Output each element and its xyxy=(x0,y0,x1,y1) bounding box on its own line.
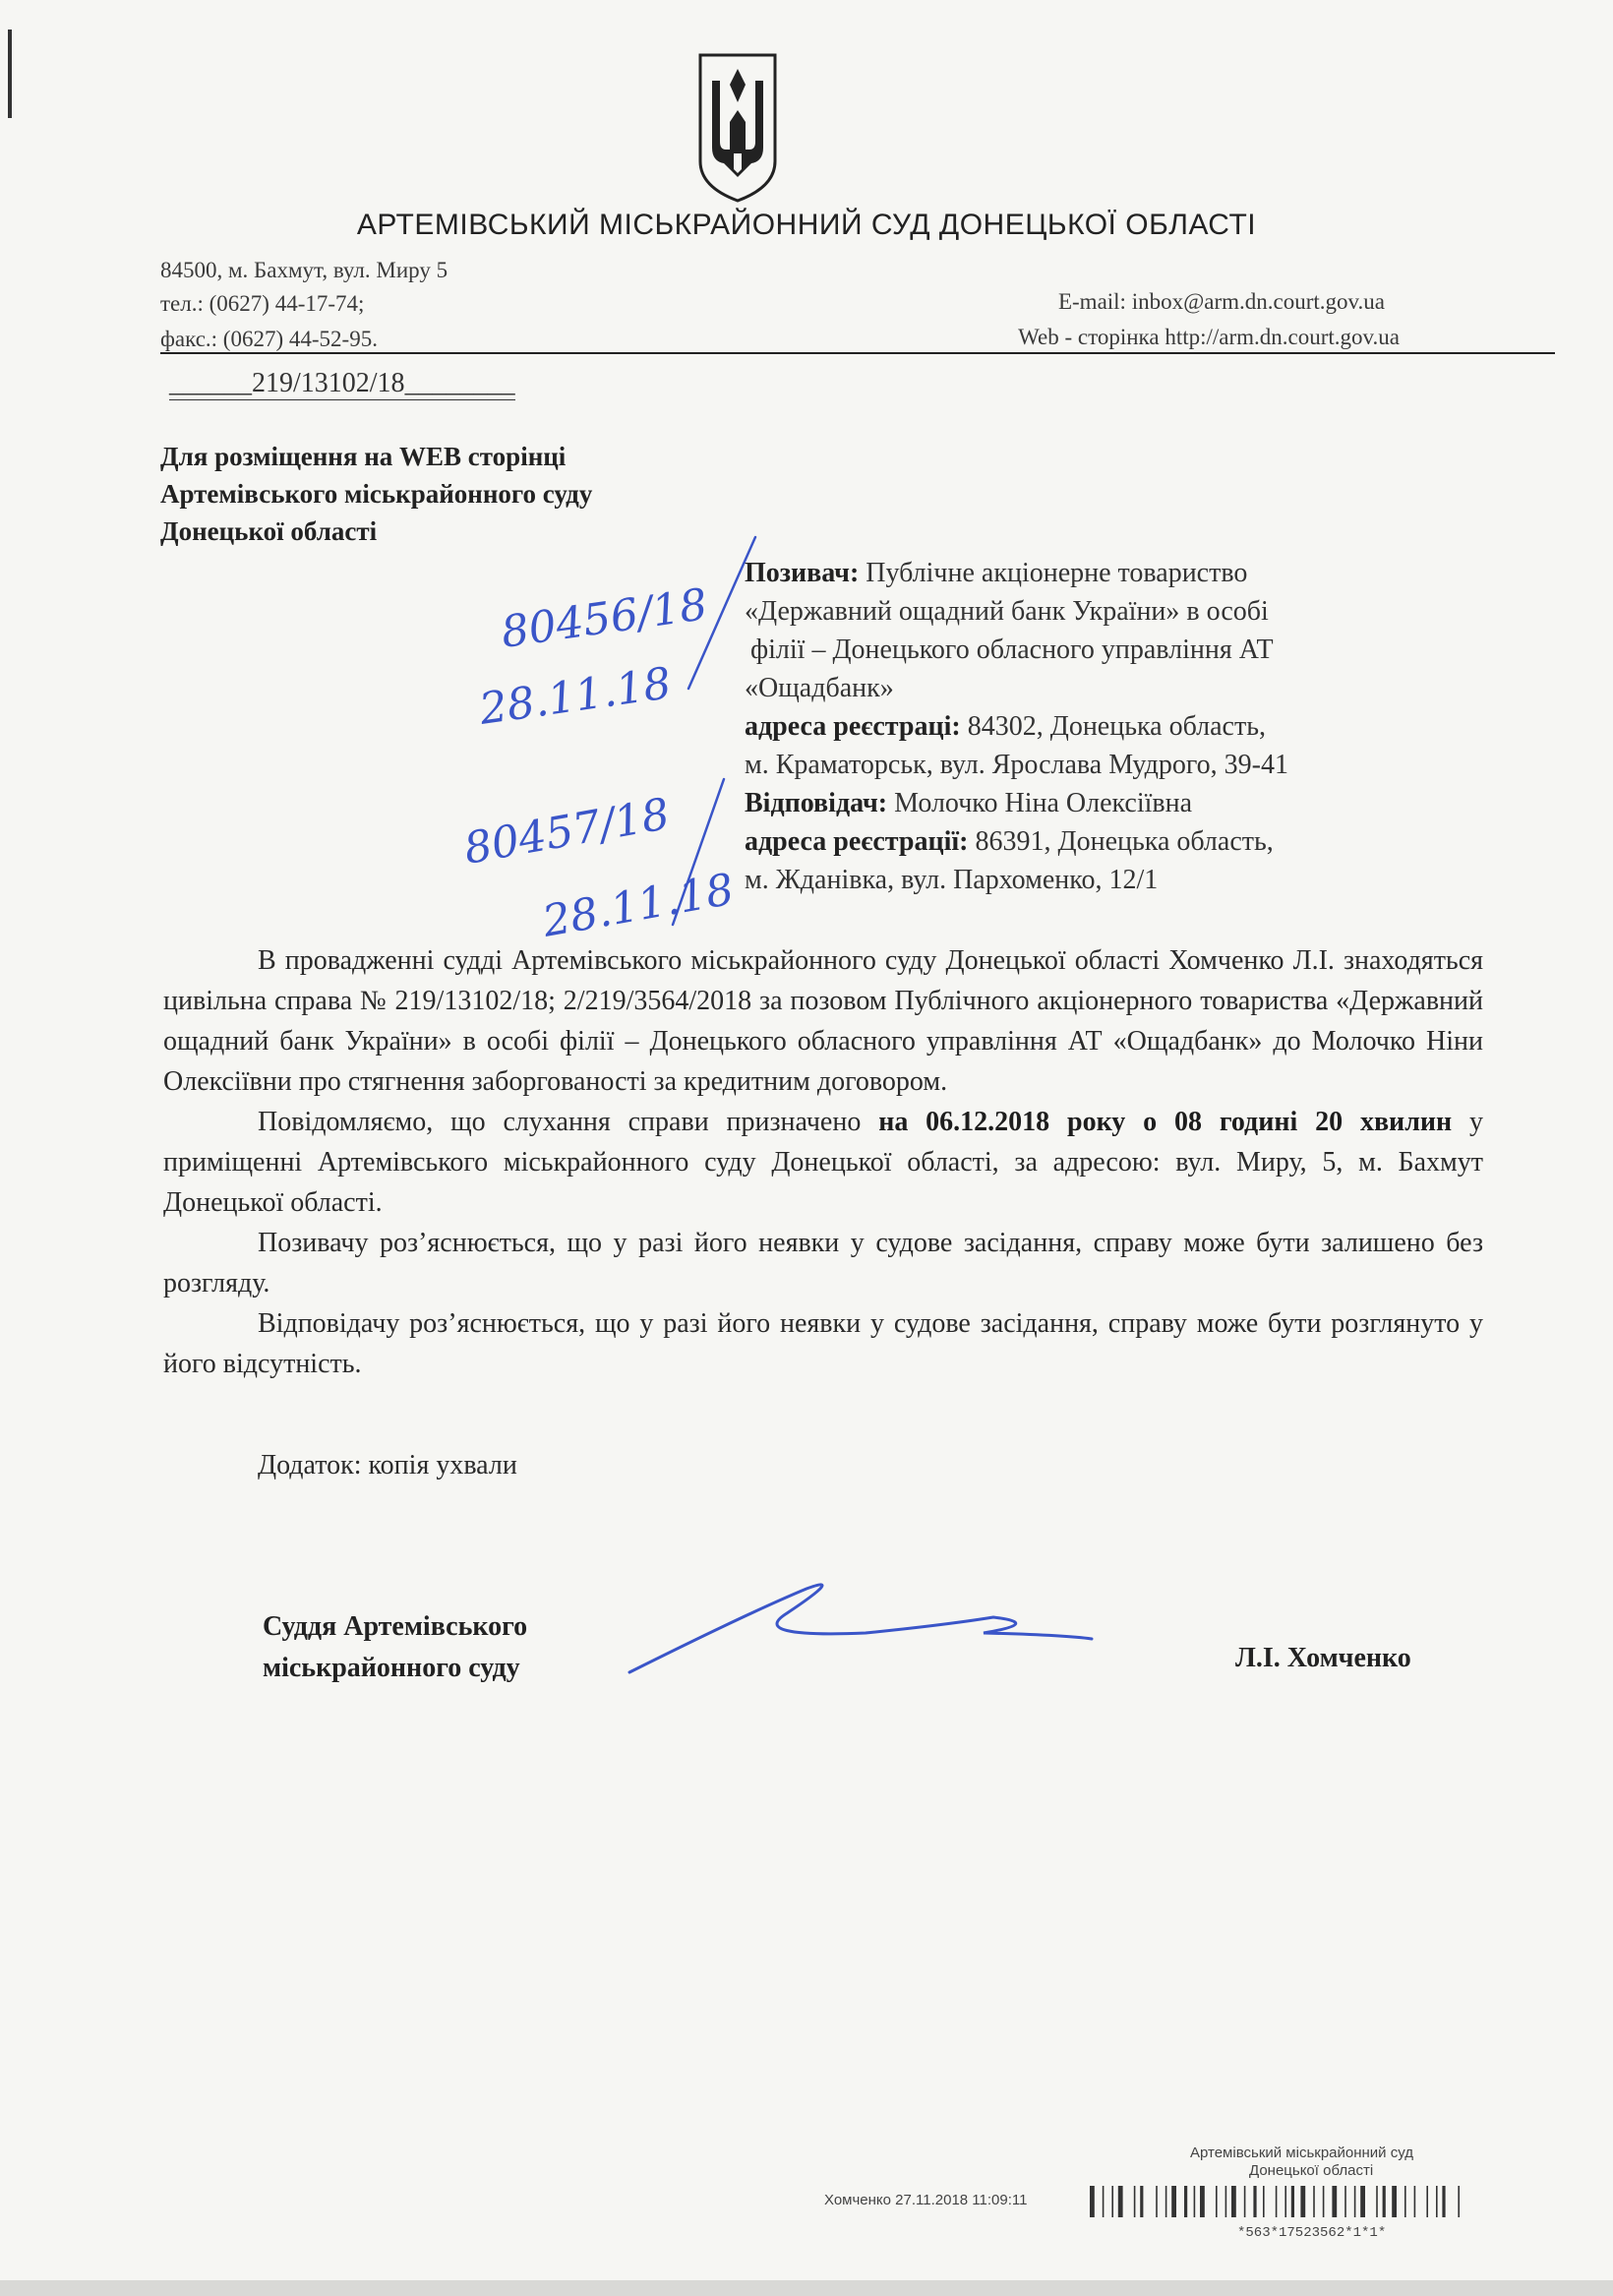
registration-note-2-number: 80457/18 xyxy=(460,789,674,875)
registration-note-2-date: 28.11.18 xyxy=(539,864,738,947)
hearing-text-start: Повідомляємо, що слухання справи призначено xyxy=(258,1107,879,1137)
case-number-value: 219/13102/18 xyxy=(252,368,405,398)
barcode-bar xyxy=(1090,2186,1095,2217)
barcode-bar xyxy=(1376,2186,1378,2217)
court-email: E-mail: inbox@arm.dn.court.gov.ua xyxy=(1057,289,1385,314)
plaintiff-label: Позивач: xyxy=(745,558,860,588)
plaintiff-name-line: «Ощадбанк» xyxy=(745,673,894,703)
stamp-court-name: Артемівський міськрайонний суд xyxy=(1190,2145,1413,2161)
plaintiff-name-line: «Державний ощадний банк України» в особі xyxy=(745,596,1269,627)
barcode-bar xyxy=(1344,2186,1346,2217)
barcode-bar xyxy=(1323,2186,1325,2217)
defendant-label: Відповідач: xyxy=(745,788,888,818)
stamp-court-region: Донецької області xyxy=(1249,2162,1374,2179)
stamp-author-time: Хомченко 27.11.2018 11:09:11 xyxy=(824,2192,1028,2208)
hearing-text-end: у приміщенні Артемівського міськрайонного суду Донецької області, за адресою: вул. Миру, 5, м. Бахмут Донецької області. xyxy=(163,1107,1484,1218)
barcode-bar xyxy=(1414,2186,1416,2217)
barcode-bar xyxy=(1442,2186,1445,2217)
defendant-address: 86391, Донецька область, xyxy=(975,826,1274,857)
barcode-bar xyxy=(1171,2186,1176,2217)
judge-name: Л.І. Хомченко xyxy=(1235,1643,1411,1673)
barcode-bar xyxy=(1140,2186,1143,2217)
barcode-bar xyxy=(1231,2186,1236,2217)
court-fax: факс.: (0627) 44-52-95. xyxy=(160,327,378,351)
barcode-bar xyxy=(1263,2186,1265,2217)
barcode-bar xyxy=(1134,2186,1136,2217)
judge-title-line: міськрайонного суду xyxy=(263,1653,520,1683)
barcode-bar xyxy=(1354,2186,1356,2217)
barcode-bar xyxy=(1165,2186,1167,2217)
defendant-address-line: м. Жданівка, вул. Пархоменко, 12/1 xyxy=(745,865,1159,895)
plaintiff-address: 84302, Донецька область, xyxy=(967,711,1266,742)
defendant-name: Молочко Ніна Олексіївна xyxy=(894,788,1193,818)
barcode-bar xyxy=(1156,2186,1158,2217)
barcode-bar xyxy=(1200,2186,1205,2217)
barcode-bar xyxy=(1103,2186,1105,2217)
barcode-bar xyxy=(1111,2186,1113,2217)
barcode-bar xyxy=(1300,2186,1305,2217)
case-number-suffix: ________ xyxy=(404,368,515,398)
barcode-bar xyxy=(1458,2186,1460,2217)
court-website: Web - сторінка http://arm.dn.court.gov.ua xyxy=(1018,325,1400,349)
barcode-bar xyxy=(1225,2186,1227,2217)
barcode-bar xyxy=(1118,2186,1123,2217)
body-paragraph: Відповідачу роз’яснюється, що у разі його неявки у судове засідання, справу може бути розглянуто у його відсутність. xyxy=(163,1308,1483,1379)
barcode-bar xyxy=(1284,2186,1286,2217)
judge-title-line: Суддя Артемівського xyxy=(263,1611,528,1642)
defendant-address-label: адреса реєстрації: xyxy=(745,826,969,857)
barcode-bar xyxy=(1426,2186,1428,2217)
body-paragraph: Позивачу роз’яснюється, що у разі його неявки у судове засідання, справу може бути залишено без розгляду. xyxy=(163,1228,1483,1299)
court-address: 84500, м. Бахмут, вул. Миру 5 xyxy=(160,258,448,282)
web-notice-line: Артемівського міськрайонного суду xyxy=(160,479,593,509)
plaintiff-address-label: адреса реєстраці: xyxy=(745,711,961,742)
barcode-bar xyxy=(1216,2186,1218,2217)
plaintiff-name: Публічне акціонерне товариство xyxy=(866,558,1248,588)
plaintiff-address-line: м. Краматорськ, вул. Ярослава Мудрого, 39-41 xyxy=(745,750,1288,780)
signature-scribble xyxy=(629,1585,1092,1672)
appendix-note: Додаток: копія ухвали xyxy=(258,1450,517,1480)
barcode-bar xyxy=(1360,2186,1365,2217)
web-notice-line: Донецької області xyxy=(160,516,378,546)
barcode-bar xyxy=(1383,2186,1386,2217)
barcode-bar xyxy=(1404,2186,1406,2217)
barcode-bar xyxy=(1291,2186,1294,2217)
barcode-bar xyxy=(1253,2186,1256,2217)
scan-bottom-edge xyxy=(0,2280,1613,2296)
barcode-bar xyxy=(1436,2186,1438,2217)
barcode-bar xyxy=(1244,2186,1246,2217)
court-title: АРТЕМІВСЬКИЙ МІСЬКРАЙОННИЙ СУД ДОНЕЦЬКОЇ ОБЛАСТІ xyxy=(356,209,1257,241)
hearing-datetime: на 06.12.2018 року о 08 годині 20 хвилин xyxy=(878,1107,1453,1137)
barcode-bar xyxy=(1184,2186,1187,2217)
barcode-bar xyxy=(1194,2186,1196,2217)
web-notice-line: Для розміщення на WEB сторінці xyxy=(160,442,567,471)
barcode-bar xyxy=(1332,2186,1337,2217)
barcode-bar xyxy=(1392,2186,1397,2217)
plaintiff-name-line: філії – Донецького обласного управління АТ xyxy=(750,634,1274,665)
case-number-prefix: ______ xyxy=(169,368,252,398)
registration-note-1-date: 28.11.18 xyxy=(476,658,675,735)
body-paragraph: В провадженні судді Артемівського міськрайонного суду Донецької області Хомченко Л.І. знаходяться цивільна справа № 219/13102/18; 2/219/3564/2018 за позовом Публічного акціонерного товариства «Державний ощадний банк України» в особі філії – Донецького обласного управління АТ «Ощадбанк» до Молочко Ніни Олексіївни про стягнення заборгованості за кредитним договором. xyxy=(163,945,1483,1097)
court-phone: тел.: (0627) 44-17-74; xyxy=(160,291,365,316)
barcode-bar xyxy=(1276,2186,1278,2217)
barcode-bar xyxy=(1313,2186,1315,2217)
registration-note-1-number: 80456/18 xyxy=(498,579,711,658)
registration-barcode xyxy=(1088,2186,1570,2217)
barcode-number: *563*17523562*1*1* xyxy=(1237,2225,1387,2241)
